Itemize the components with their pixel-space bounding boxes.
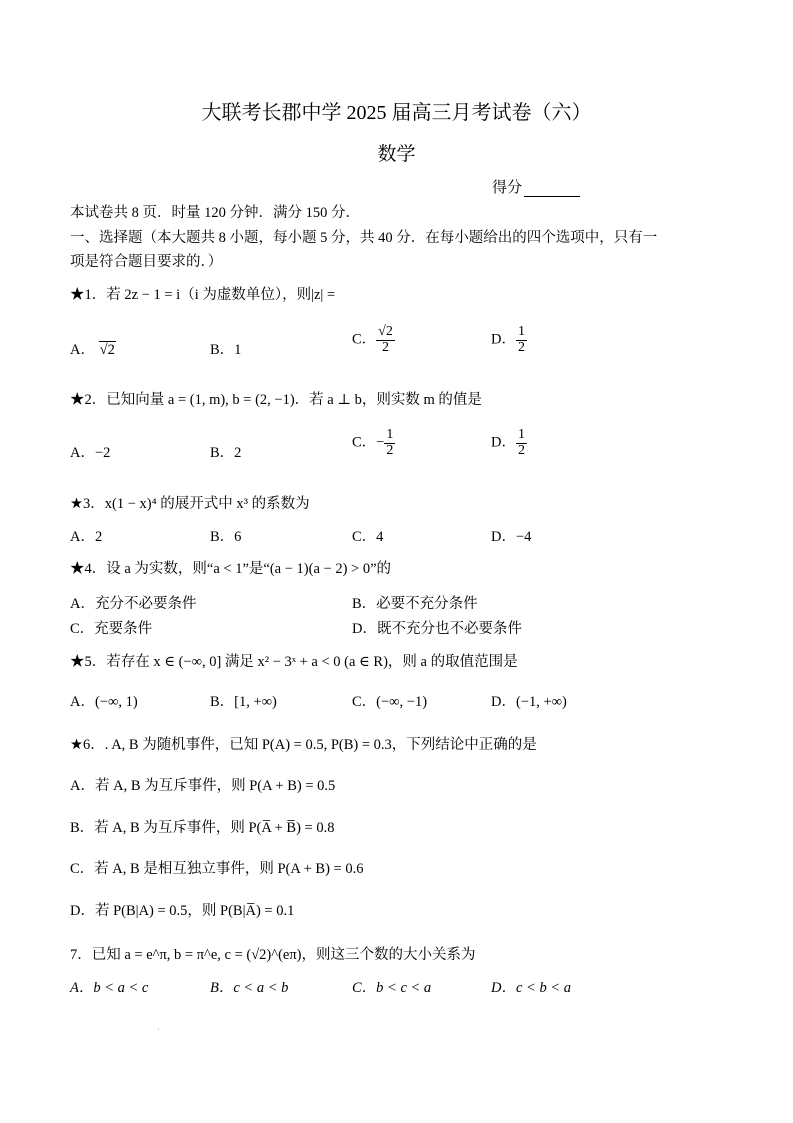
score-field <box>492 176 580 197</box>
section1-instructions-line2: 项是符合题目要求的．） <box>70 254 223 270</box>
q1-option-d: D． $\frac{1}{2}$ <box>491 324 525 355</box>
score-label: 得分 <box>492 180 523 196</box>
question-1-stem: ★1．若 2z − 1 = i（i 为虚数单位），则|z| = <box>70 287 336 303</box>
q1-option-b: B．1 <box>210 342 242 358</box>
q2-option-d: D． $\frac{1}{2}$ <box>491 427 525 458</box>
q4-option-c: C．充要条件 <box>70 621 153 637</box>
score-blank <box>524 181 580 197</box>
q7-option-d: D．c < b < a <box>491 980 571 996</box>
exam-title: 大联考长郡中学 2025 届高三月考试卷（六） <box>201 102 592 124</box>
q1-option-a: A． √2 <box>70 342 115 358</box>
q5-option-b: B．[1, +∞) <box>210 694 277 710</box>
q7-option-c: C．b < c < a <box>352 980 432 996</box>
q5-option-c: C．(−∞, −1) <box>352 694 428 710</box>
q3-option-c: C．4 <box>352 529 384 545</box>
q2-option-a: A．−2 <box>70 445 111 461</box>
stray-mark: · <box>157 1025 160 1034</box>
q3-option-b: B．6 <box>210 529 242 545</box>
q6-option-d: D．若 P(B|A) = 0.5，则 P(B|A̅) = 0.1 <box>70 903 295 919</box>
q7-option-b: B．c < a < b <box>210 980 289 996</box>
question-2-stem: ★2．已知向量 a = (1, m), b = (2, −1)．若 a ⊥ b，则实数 m 的值是 <box>70 392 482 408</box>
question-4-stem: ★4．设 a 为实数，则“a < 1”是“(a − 1)(a − 2) > 0”的 <box>70 561 392 577</box>
question-3-stem: ★3．x(1 − x)⁴ 的展开式中 x³ 的系数为 <box>70 496 310 512</box>
question-7-stem: 7．已知 a = e^π, b = π^e, c = (√2)^(eπ)，则这三个数的大小关系为 <box>70 947 476 963</box>
q6-option-b: B．若 A, B 为互斥事件，则 P(A̅ + B̅) = 0.8 <box>70 820 335 836</box>
question-5-stem: ★5．若存在 x ∈ (−∞, 0] 满足 x² − 3ˣ + a < 0 (a ∈ R)，则 a 的取值范围是 <box>70 654 518 670</box>
q6-option-c: C．若 A, B 是相互独立事件，则 P(A + B) = 0.6 <box>70 861 364 877</box>
q7-option-a: A．b < a < c <box>70 980 149 996</box>
q5-option-d: D．(−1, +∞) <box>491 694 567 710</box>
q4-option-a: A．充分不必要条件 <box>70 596 197 612</box>
q3-option-a: A．2 <box>70 529 103 545</box>
question-6-stem: ★6．. A, B 为随机事件，已知 P(A) = 0.5, P(B) = 0.3，下列结论中正确的是 <box>70 737 537 753</box>
q2-option-c: C．− $\frac{1}{2}$ <box>352 427 394 458</box>
q3-option-d: D．−4 <box>491 529 532 545</box>
q1-option-c: C． $\frac{√2}{2}$ <box>352 324 393 355</box>
exam-info: 本试卷共 8 页．时量 120 分钟．满分 150 分． <box>70 205 360 221</box>
q6-option-a: A．若 A, B 为互斥事件，则 P(A + B) = 0.5 <box>70 778 336 794</box>
q5-option-a: A．(−∞, 1) <box>70 694 138 710</box>
q4-option-b: B．必要不充分条件 <box>352 596 478 612</box>
subject-title: 数学 <box>377 144 416 165</box>
q4-option-d: D．既不充分也不必要条件 <box>352 621 522 637</box>
q2-option-b: B．2 <box>210 445 242 461</box>
section1-instructions-line1: 一、选择题（本大题共 8 小题，每小题 5 分，共 40 分．在每小题给出的四个选项中，只有一 <box>70 230 658 246</box>
